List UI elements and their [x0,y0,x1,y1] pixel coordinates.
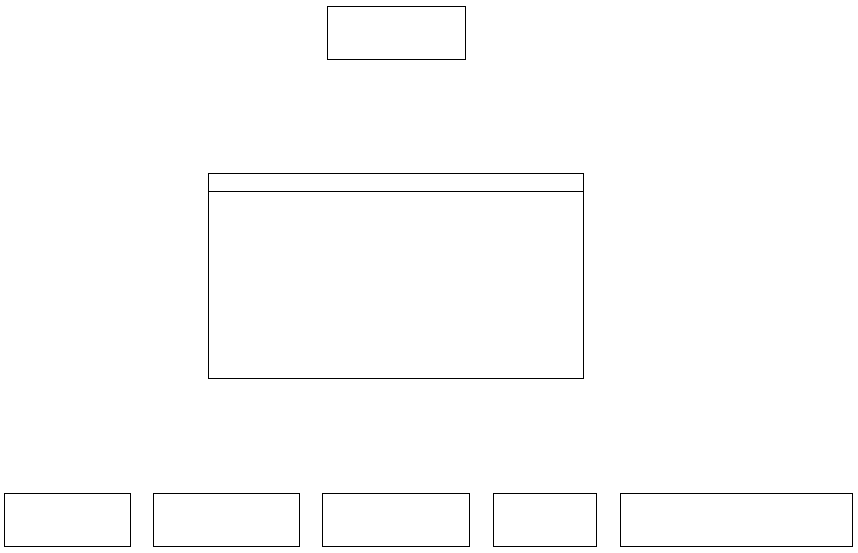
node-genomic-entity[interactable] [328,7,466,60]
node-organism-taxon[interactable] [154,494,300,547]
node-transcript[interactable] [494,494,597,547]
node-coding-sequence[interactable] [209,174,584,379]
node-molecular-entity[interactable] [323,494,470,547]
node-disease-or-phenotypic-feature[interactable] [621,494,853,547]
node-named-thing[interactable] [5,494,131,547]
